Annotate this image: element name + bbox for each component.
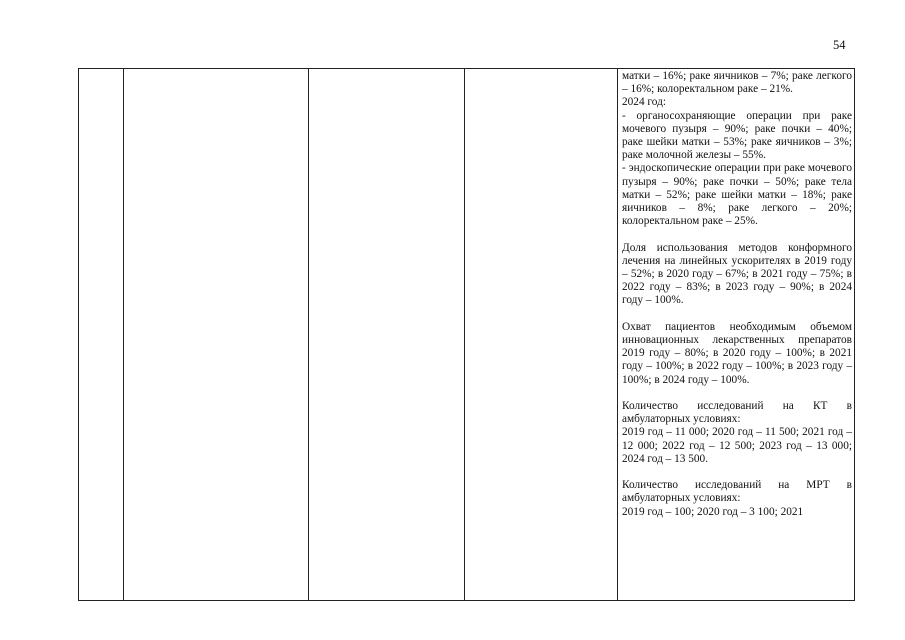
paragraph: матки – 16%; раке яичников – 7%; раке легкого – 16%; колоректальном раке – 21%.	[622, 70, 852, 96]
indicators-text	[618, 69, 854, 600]
paragraph: 2019 год – 100; 2020 год – 3 100; 2021	[622, 505, 804, 518]
table-cell-empty-3	[309, 69, 465, 601]
table-cell-empty-4	[465, 69, 618, 601]
paragraph: - органосохраняющие операции при раке мочевого пузыря – 90%; раке почки – 40%; раке шейки матки – 53%; раке яичников – 3%; раке молочной железы – 55%.	[622, 109, 852, 162]
document-table	[78, 68, 855, 601]
paragraph: Количество исследований на КТ в амбулаторных условиях:	[622, 400, 852, 426]
paragraph: Доля использования методов конформного лечения на линейных ускорителях в 2019 году – 52%; в 2020 году – 67%; в 2021 году – 75%; в 2022 году – 83%; в 2023 году – 90%; в 2024 году – 100%.	[622, 241, 852, 307]
page-number: 54	[833, 38, 846, 52]
paragraph: 2024 год:	[622, 96, 666, 109]
paragraph: Охват пациентов необходимым объемом инновационных лекарственных препаратов 2019 году – 80%; в 2020 году – 100%; в 2021 году – 100%; в 2022 году – 100%; в 2023 году – 100%; в 2024 году – 100%.	[622, 320, 852, 386]
paragraph-spacer	[622, 466, 852, 479]
paragraph: Количество исследований на МРТ в амбулаторных условиях:	[622, 479, 852, 505]
paragraph-spacer	[622, 228, 852, 241]
paragraph-spacer	[622, 387, 852, 400]
table-cell-number	[79, 69, 124, 601]
table-row	[79, 69, 855, 601]
table-cell-name	[124, 69, 309, 601]
table-cell-indicators	[618, 69, 855, 601]
paragraph: - эндоскопические операции при раке мочевого пузыря – 90%; раке почки – 50%; раке тела матки – 52%; раке шейки матки – 18%; раке яичников – 8%; раке легкого – 20%; колоректальном раке – 25%.	[622, 162, 852, 228]
paragraph: 2019 год – 11 000; 2020 год – 11 500; 2021 год – 12 000; 2022 год – 12 500; 2023 год – 13 000; 2024 год – 13 500.	[622, 426, 852, 465]
paragraph-spacer	[622, 308, 852, 321]
